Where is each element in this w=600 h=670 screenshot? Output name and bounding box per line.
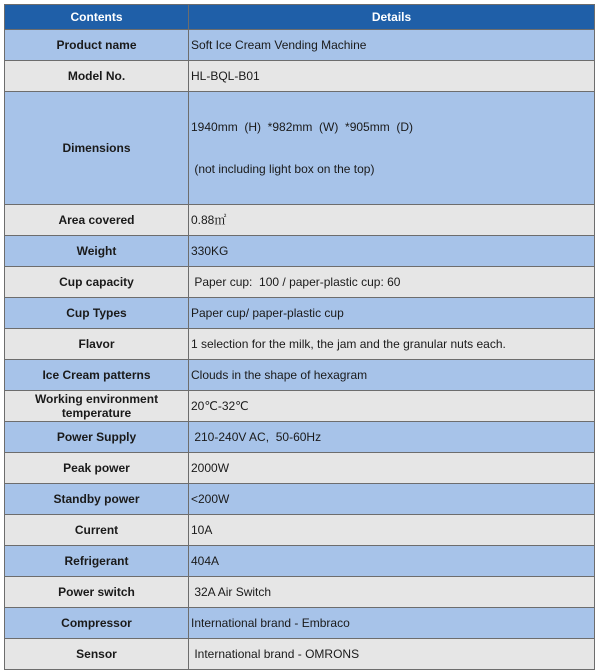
row-label: Compressor bbox=[5, 608, 189, 639]
row-value bbox=[189, 92, 595, 205]
table-row bbox=[5, 329, 595, 360]
table-row bbox=[5, 484, 595, 515]
row-value: HL-BQL-B01 bbox=[189, 61, 595, 92]
contents-column-header: Contents bbox=[5, 5, 189, 30]
table-row bbox=[5, 422, 595, 453]
row-label: Sensor bbox=[5, 639, 189, 670]
table-row bbox=[5, 205, 595, 236]
row-label: Product name bbox=[5, 30, 189, 61]
row-value: 32A Air Switch bbox=[189, 577, 595, 608]
row-value: <200W bbox=[189, 484, 595, 515]
table-row bbox=[5, 577, 595, 608]
row-label: Weight bbox=[5, 236, 189, 267]
row-value: 404A bbox=[189, 546, 595, 577]
row-label: Cup Types bbox=[5, 298, 189, 329]
row-value: 0.88㎡ bbox=[189, 205, 595, 236]
table-row bbox=[5, 360, 595, 391]
row-value: Paper cup: 100 / paper-plastic cup: 60 bbox=[189, 267, 595, 298]
table-header bbox=[5, 5, 595, 30]
table-row bbox=[5, 298, 595, 329]
row-value-line: 1940mm (H) *982mm (W) *905mm (D) bbox=[191, 120, 414, 134]
row-value: 2000W bbox=[189, 453, 595, 484]
row-label: Working environment temperature bbox=[5, 391, 189, 422]
row-label: Flavor bbox=[5, 329, 189, 360]
table-row bbox=[5, 608, 595, 639]
table-row bbox=[5, 546, 595, 577]
row-value: International brand - Embraco bbox=[189, 608, 595, 639]
table-row bbox=[5, 61, 595, 92]
table-body bbox=[5, 30, 595, 670]
row-value: 20℃-32℃ bbox=[189, 391, 595, 422]
table-row bbox=[5, 515, 595, 546]
table-row bbox=[5, 453, 595, 484]
row-value: Soft Ice Cream Vending Machine bbox=[189, 30, 595, 61]
table-row bbox=[5, 92, 595, 205]
row-value: 330KG bbox=[189, 236, 595, 267]
spec-table bbox=[4, 4, 595, 670]
row-value-line: (not including light box on the top) bbox=[191, 162, 375, 176]
row-value: Paper cup/ paper-plastic cup bbox=[189, 298, 595, 329]
row-label: Ice Cream patterns bbox=[5, 360, 189, 391]
details-column-header: Details bbox=[189, 5, 595, 30]
row-value: Clouds in the shape of hexagram bbox=[189, 360, 595, 391]
table-row bbox=[5, 639, 595, 670]
row-label: Power Supply bbox=[5, 422, 189, 453]
header-row bbox=[5, 5, 595, 30]
row-value: 210-240V AC, 50-60Hz bbox=[189, 422, 595, 453]
table-row bbox=[5, 391, 595, 422]
row-label: Dimensions bbox=[5, 92, 189, 205]
row-label: Cup capacity bbox=[5, 267, 189, 298]
row-label: Standby power bbox=[5, 484, 189, 515]
row-label: Model No. bbox=[5, 61, 189, 92]
row-label: Refrigerant bbox=[5, 546, 189, 577]
table-row bbox=[5, 30, 595, 61]
row-value: International brand - OMRONS bbox=[189, 639, 595, 670]
table-row bbox=[5, 236, 595, 267]
table-row bbox=[5, 267, 595, 298]
row-label: Current bbox=[5, 515, 189, 546]
row-value: 1 selection for the milk, the jam and the granular nuts each. bbox=[189, 329, 595, 360]
row-value: 10A bbox=[189, 515, 595, 546]
row-label: Area covered bbox=[5, 205, 189, 236]
row-label: Power switch bbox=[5, 577, 189, 608]
row-label: Peak power bbox=[5, 453, 189, 484]
